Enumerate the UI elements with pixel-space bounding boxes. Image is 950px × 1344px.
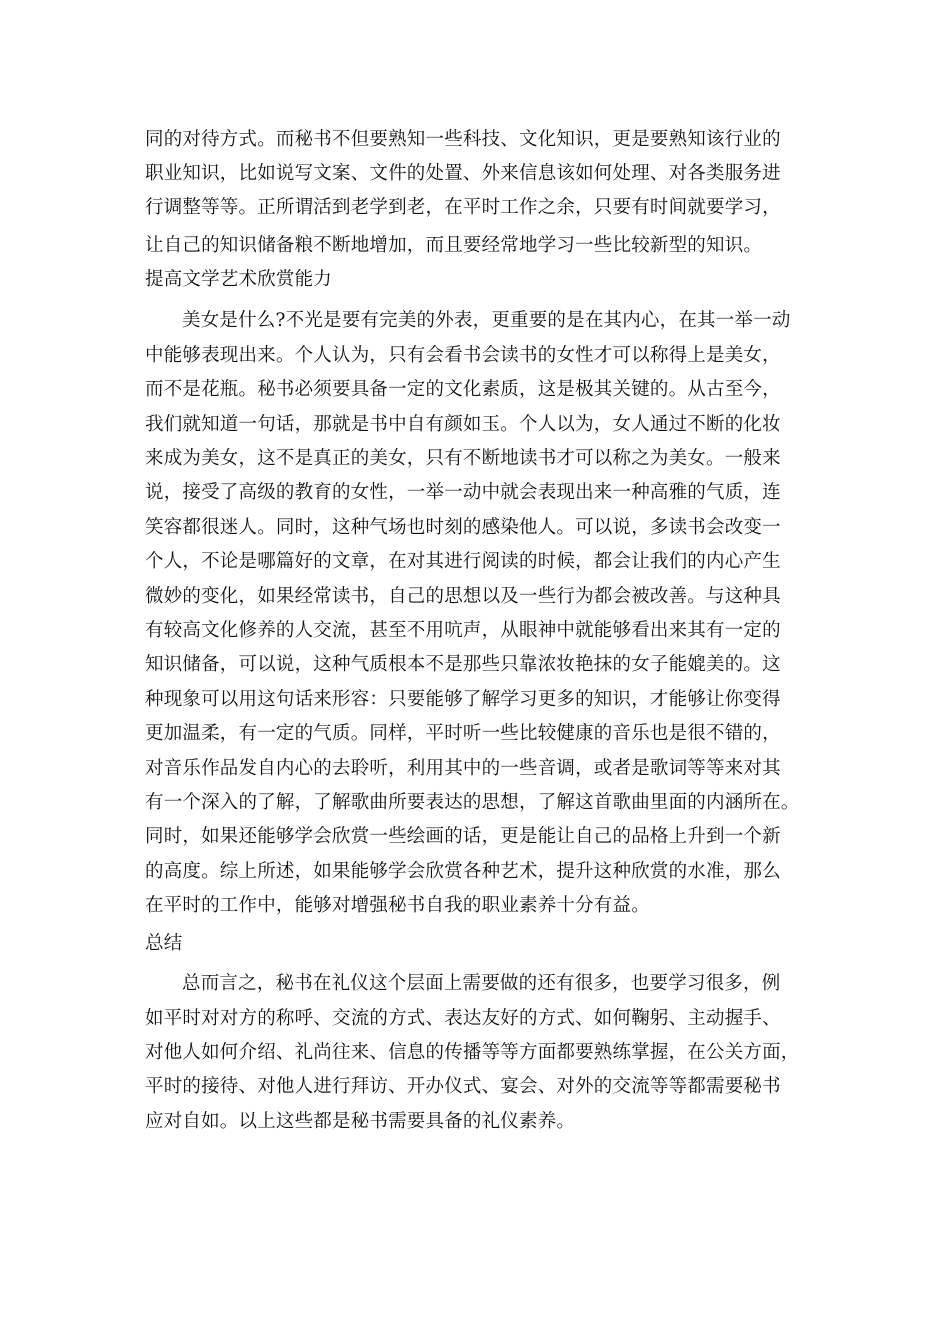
paragraph-line: 美女是什么?不光是要有完美的外表，更重要的是在其内心，在其一举一动: [182, 310, 791, 331]
paragraph-line: 中能够表现出来。个人认为，只有会看书会读书的女性才可以称得上是美女，: [145, 345, 781, 366]
paragraph-line: 说，接受了高级的教育的女性，一举一动中就会表现出来一种高雅的气质，连: [145, 482, 781, 503]
section-heading: 总结: [145, 933, 183, 954]
paragraph-line: 行调整等等。正所谓活到老学到老，在平时工作之余，只要有时间就要学习，: [145, 197, 781, 218]
paragraph-line: 笑容都很迷人。同时，这种气场也时刻的感染他人。可以说，多读书会改变一: [145, 517, 781, 538]
section-heading: 提高文学艺术欣赏能力: [145, 269, 333, 290]
paragraph-line: 的高度。综上所述，如果能够学会欣赏各种艺术，提升这种欣赏的水准，那么: [145, 861, 781, 882]
paragraph-line: 有一个深入的了解，了解歌曲所要表达的思想，了解这首歌曲里面的内涵所在。: [145, 792, 800, 813]
paragraph-line: 同时，如果还能够学会欣赏一些绘画的话，更是能让自己的品格上升到一个新: [145, 826, 781, 847]
paragraph-line: 有较高文化修养的人交流，甚至不用吭声，从眼神中就能够看出来其有一定的: [145, 620, 781, 641]
paragraph-line: 来成为美女，这不是真正的美女，只有不断地读书才可以称之为美女。一般来: [145, 448, 781, 469]
paragraph-line: 职业知识，比如说写文案、文件的处置、外来信息该如何处理、对各类服务进: [145, 163, 781, 184]
paragraph-line: 同的对待方式。而秘书不但要熟知一些科技、文化知识，更是要熟知该行业的: [145, 129, 781, 150]
paragraph-line: 总而言之，秘书在礼仪这个层面上需要做的还有很多，也要学习很多，例: [182, 973, 781, 994]
paragraph-line: 对音乐作品发自内心的去聆听，利用其中的一些音调，或者是歌词等等来对其: [145, 758, 781, 779]
paragraph-line: 知识储备，可以说，这种气质根本不是那些只靠浓妆艳抹的女子能媲美的。这: [145, 654, 781, 675]
paragraph-line: 平时的接待、对他人进行拜访、开办仪式、宴会、对外的交流等等都需要秘书: [145, 1076, 781, 1097]
paragraph-line: 个人，不论是哪篇好的文章，在对其进行阅读的时候，都会让我们的内心产生: [145, 551, 781, 572]
paragraph-line: 微妙的变化，如果经常读书，自己的思想以及一些行为都会被改善。与这种具: [145, 586, 781, 607]
paragraph-line: 在平时的工作中，能够对增强秘书自我的职业素养十分有益。: [145, 895, 650, 916]
paragraph-line: 如平时对对方的称呼、交流的方式、表达友好的方式、如何鞠躬、主动握手、: [145, 1008, 781, 1029]
paragraph-line: 让自己的知识储备粮不断地增加，而且要经常地学习一些比较新型的知识。: [145, 235, 763, 256]
paragraph-line: 应对自如。以上这些都是秘书需要具备的礼仪素养。: [145, 1111, 576, 1132]
paragraph-line: 对他人如何介绍、礼尚往来、信息的传播等等方面都要熟练掌握，在公关方面，: [145, 1042, 800, 1063]
paragraph-line: 种现象可以用这句话来形容：只要能够了解学习更多的知识，才能够让你变得: [145, 689, 781, 710]
paragraph-line: 我们就知道一句话，那就是书中自有颜如玉。个人以为，女人通过不断的化妆: [145, 414, 781, 435]
paragraph-line: 而不是花瓶。秘书必须要具备一定的文化素质，这是极其关键的。从古至今，: [145, 379, 781, 400]
paragraph-line: 更加温柔，有一定的气质。同样，平时听一些比较健康的音乐也是很不错的，: [145, 723, 781, 744]
